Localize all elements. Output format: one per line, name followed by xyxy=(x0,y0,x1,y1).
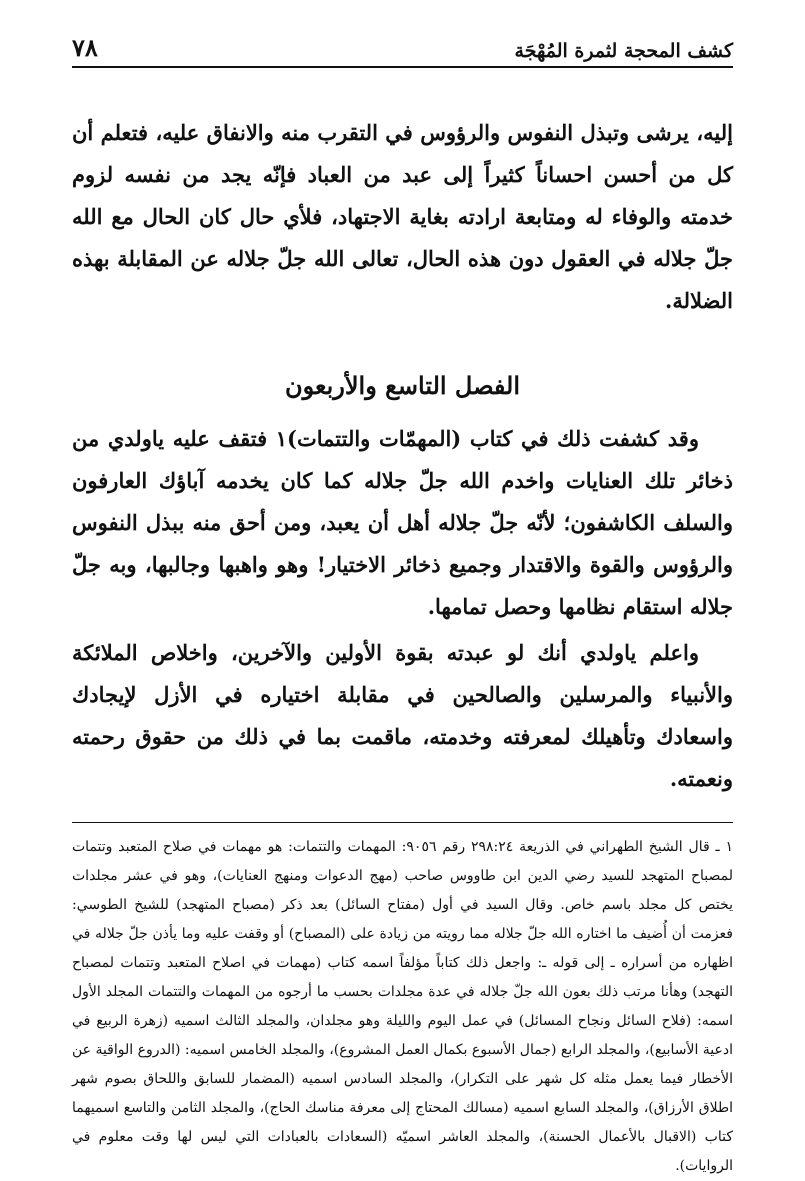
section-heading: الفصل التاسع والأربعون xyxy=(284,371,521,400)
paragraph-2: وقد كشفت ذلك في كتاب (المهمّات والتتمات)١ فتقف عليه ياولدي من ذخائر تلك العنايات واخدم الله جلّ جلاله كما كان يخدمه آباؤك العارفون والسلف الكاشفون؛ لأنّه جلّ جلاله أهل أن يعبد، ومن أحق منه ببذل النفوس والرؤوس والقوة والاقتدار وجميع ذخائر الاختيار! وهو واهبها وجالبها، وبه جلّ جلاله استقام نظامها وحصل تمامها. xyxy=(72,426,733,619)
page-header xyxy=(72,22,733,68)
footnote-divider xyxy=(72,822,733,823)
paragraph-1: إليه، يرشى وتبذل النفوس والرؤوس في التقرب منه والانفاق عليه، فتعلم أن كل من أحسن احساناً كثيراً إلى عبد من العباد فإنّه يجد من نفسه لزوم خدمته والوفاء له ومتابعة ارادته بغاية الاجتهاد، فلأي حال كان الحال مع الله جلّ جلاله في العقول دون هذه الحال، تعالى الله جلّ جلاله عن المقابلة بهذه الضلالة. xyxy=(72,120,733,313)
page-number: ٧٨ xyxy=(72,33,98,62)
footnote-1: ١ ـ قال الشيخ الطهراني في الذريعة ٢٩٨:٢٤ رقم ٩٠٥٦: المهمات والتتمات: هو مهمات في صلاح المتعبد وتتمات لمصباح المتهجد للسيد رضي الدين ابن طاووس صاحب (مهج الدعوات ومنهج العنايات)، وهو في عشر مجلدات يختص كل مجلد باسم خاص. وقال السيد في أول (مفتاح السائل) بعد ذكر (مصباح المتهجد) للشيخ الطوسي: فعزمت أن أُضيف ما اختاره الله جلّ جلاله مما رويته من زيادة على (المصباح) أو وقفت عليه وما يأذن جلّ جلاله في اظهاره من أسراره ـ إلى قوله ـ: واجعل ذلك كتاباً مؤلفاً اسمه كتاب (مهمات في اصلاح المتعبد وتتمات لمصباح التهجد) وهأنا مرتب ذلك بعون الله جلّ جلاله في عدة مجلدات بحسب ما أرجوه من المهمات والتتمات المجلد الأول اسمه: (فلاح السائل ونجاح المسائل) في عمل اليوم والليلة وهو مجلدان، والمجلد الثالث اسميه (زهرة الربيع في ادعية الأسابيع)، والمجلد الرابع (جمال الأسبوع بكمال العمل المشروع)، والمجلد الخامس اسميه: (الدروع الواقية عن الأخطار فيما يعمل مثله كل شهر على التكرار)، والمجلد السادس اسميه (المضمار للسابق واللحاق بصوم شهر اطلاق الأرزاق)، والمجلد السابع اسميه (مسالك المحتاج إلى معرفة مناسك الحاج)، والمجلد الثامن والتاسع اسميهما كتاب (الاقبال بالأعمال الحسنة)، والمجلد العاشر اسميّه (السعادات بالعبادات التي ليس لها وقت معلوم في الروايات). xyxy=(71,839,734,1174)
paragraph-3: واعلم ياولدي أنك لو عبدته بقوة الأولين والآخرين، واخلاص الملائكة والأنبياء والمرسلين والصالحين في مقابلة اختياره في الأزل لإيجادك واسعادك وتأهيلك لمعرفته وخدمته، ماقمت بما في ذلك من حقوق رحمته ونعمته. xyxy=(72,640,733,791)
running-title: كشف المحجة لثمرة المُهْجَة xyxy=(514,40,733,62)
